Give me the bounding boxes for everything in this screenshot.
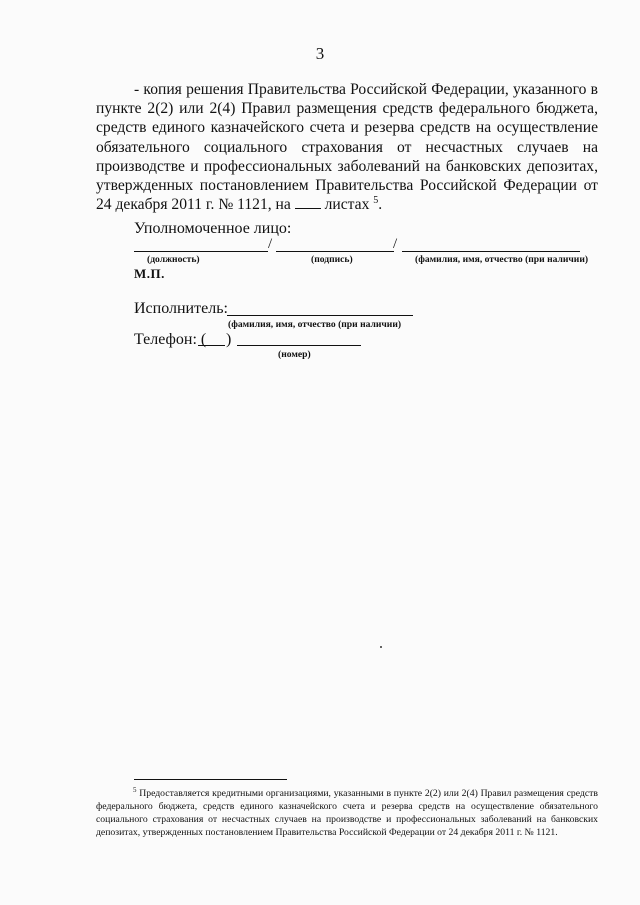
caption-signature: (подпись): [311, 254, 353, 265]
phone-close-paren: ): [226, 331, 232, 348]
page-number: 3: [315, 44, 325, 63]
executor-label: Исполнитель:: [134, 300, 228, 317]
footnote-text: Предоставляется кредитными организациями, указанными в пункте 2(2) или 2(4) Правил размещения средств федерального бюджета, средств единого казначейского счета и резерва средств на осуществление обязательного социального страхования от несчастных случаев на производстве и профессиональных заболеваний на банковских депозитах, утвержденных постановлением Правительства Российской Федерации от 24 декабря 2011 г. № 1121.: [96, 788, 598, 838]
stamp-place: М.П.: [134, 266, 165, 281]
footnote-number: 5: [133, 785, 137, 794]
paragraph-end: .: [378, 196, 383, 214]
paragraph-text: - копия решения Правительства Российской Федерации, указанного в пункте 2(2) или 2(4) Правил размещения средств федерального бюджета, средств единого казначейского счета и резерва средств на осуществление обязательного социального страхования от несчастных случаев на производстве и профессиональных заболеваний на банковских депозитах, утвержденных постановлением Правительства Российской Федерации от 24 декабря 2011 г. № 1121, на: [96, 81, 598, 214]
footnote: [96, 787, 598, 839]
position-line: [134, 250, 268, 252]
phone-number-line: [237, 345, 361, 346]
main-paragraph: [96, 80, 598, 214]
phone-code-line: [198, 345, 225, 346]
executor-caption-name: (фамилия, имя, отчество (при наличии): [228, 319, 402, 330]
name-line: [402, 250, 580, 252]
footnote-reference: 5: [373, 195, 379, 207]
scan-speck: [380, 646, 382, 648]
authorized-person-label: Уполномоченное лицо:: [134, 220, 292, 237]
executor-line: [227, 315, 413, 316]
separator-slash: /: [268, 236, 273, 252]
authorized-signature-row: [134, 236, 580, 252]
phone-caption-number: (номер): [278, 349, 311, 360]
footnote-separator: [134, 779, 287, 780]
caption-position: (должность): [147, 254, 200, 265]
caption-name: (фамилия, имя, отчество (при наличии): [415, 254, 589, 265]
phone-label: Телефон: (: [134, 331, 207, 348]
signature-line: [276, 250, 394, 252]
sheet-count-blank: [295, 196, 321, 209]
paragraph-after-blank: листах: [320, 196, 370, 214]
separator-slash: /: [393, 236, 398, 252]
